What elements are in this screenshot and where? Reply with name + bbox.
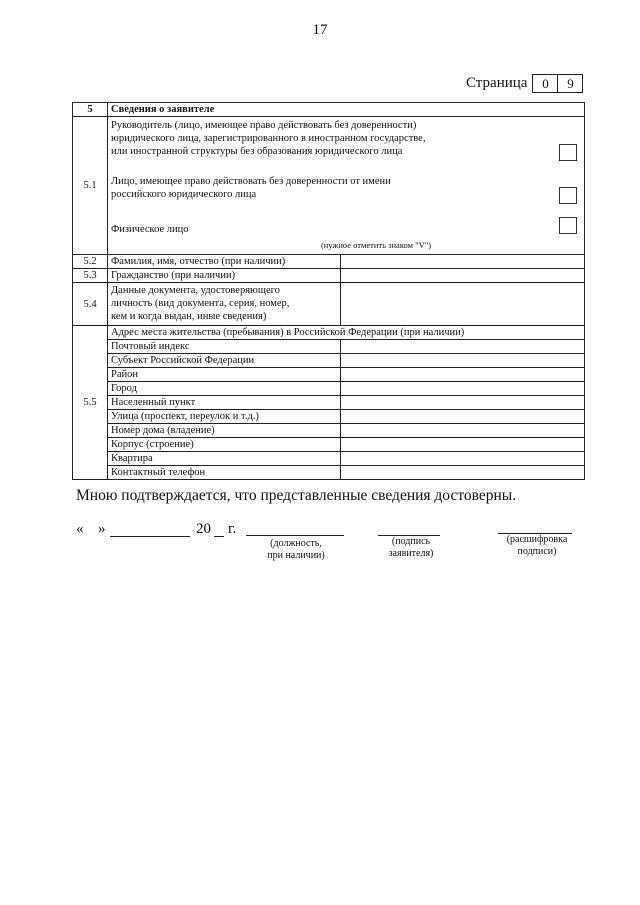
apartment-field[interactable]	[341, 452, 585, 466]
option-russian-head-checkbox[interactable]	[559, 187, 577, 204]
option-russian-head	[111, 175, 581, 217]
row-district	[73, 368, 585, 382]
region-label: Субъект Российской Федерации	[108, 354, 341, 368]
caption-line: подписи)	[517, 546, 557, 557]
option-individual	[111, 217, 581, 239]
year-field[interactable]	[214, 536, 224, 537]
city-field[interactable]	[341, 382, 585, 396]
house-number-label: Номер дома (владение)	[108, 424, 341, 438]
full-name-label: Фамилия, имя, отчество (при наличии)	[108, 255, 341, 269]
signature-caption	[372, 536, 450, 560]
house-number-field[interactable]	[341, 424, 585, 438]
option-text-line: Лицо, имеющее право действовать без доверенности от имени	[111, 176, 391, 187]
year-suffix: г.	[228, 521, 237, 537]
row-region	[73, 354, 585, 368]
option-foreign-head-label	[111, 119, 491, 158]
full-name-field[interactable]	[341, 255, 585, 269]
applicant-type-options	[108, 117, 585, 255]
caption-line: при наличии)	[267, 550, 325, 561]
applicant-info-table	[72, 102, 585, 480]
row-street	[73, 410, 585, 424]
row-number: 5.2	[73, 255, 108, 269]
option-text-line: юридического лица, зарегистрированного в иностранном государстве,	[111, 133, 426, 144]
row-settlement	[73, 396, 585, 410]
apartment-label: Квартира	[108, 452, 341, 466]
page-indicator	[466, 74, 583, 93]
district-label: Район	[108, 368, 341, 382]
street-label: Улица (проспект, переулок и т.д.)	[108, 410, 341, 424]
postal-code-label: Почтовый индекс	[108, 340, 341, 354]
row-identity-document	[73, 283, 585, 326]
row-full-name	[73, 255, 585, 269]
settlement-field[interactable]	[341, 396, 585, 410]
row-citizenship	[73, 269, 585, 283]
checkbox-note: (нужное отметить знаком "V")	[320, 240, 432, 250]
row-number: 5.1	[73, 117, 108, 255]
city-label: Город	[108, 382, 341, 396]
row-building	[73, 438, 585, 452]
phone-label: Контактный телефон	[108, 466, 341, 480]
caption-line: (расшифровка	[506, 534, 568, 545]
label-line: кем и когда выдан, иные сведения)	[111, 311, 267, 322]
row-house-number	[73, 424, 585, 438]
option-text-line: Физическое лицо	[111, 224, 189, 235]
address-header: Адрес места жительства (пребывания) в Российской Федерации (при наличии)	[108, 326, 585, 340]
row-city	[73, 382, 585, 396]
row-address-header	[73, 326, 585, 340]
close-quote: »	[98, 521, 106, 537]
region-field[interactable]	[341, 354, 585, 368]
option-text-line: Руководитель (лицо, имеющее право действовать без доверенности)	[111, 120, 417, 131]
identity-document-label	[108, 283, 341, 326]
building-label: Корпус (строение)	[108, 438, 341, 452]
confirmation-statement: Мною подтверждается, что представленные сведения достоверны.	[76, 487, 517, 504]
citizenship-field[interactable]	[341, 269, 585, 283]
row-postal-code	[73, 340, 585, 354]
open-quote: «	[76, 521, 84, 537]
district-field[interactable]	[341, 368, 585, 382]
option-text-line: российского юридического лица	[111, 189, 257, 200]
section-number: 5	[73, 103, 108, 117]
citizenship-label: Гражданство (при наличии)	[108, 269, 341, 283]
postal-code-field[interactable]	[341, 340, 585, 354]
row-apartment	[73, 452, 585, 466]
position-field[interactable]	[246, 535, 344, 536]
page-digit-box: 0	[532, 74, 558, 93]
decoding-caption	[492, 534, 582, 558]
page-digit-box: 9	[557, 74, 583, 93]
row-number: 5.5	[73, 326, 108, 480]
caption-line: (должность,	[270, 538, 322, 549]
option-text-line: или иностранной структуры без образования юридического лица	[111, 146, 403, 157]
section-header-row	[73, 103, 585, 117]
option-russian-head-label	[111, 175, 491, 201]
option-foreign-head-checkbox[interactable]	[559, 144, 577, 161]
row-number: 5.3	[73, 269, 108, 283]
position-caption	[250, 538, 342, 562]
page-number: 17	[312, 22, 328, 38]
section-title: Сведения о заявителе	[108, 103, 585, 117]
caption-line: (подпись	[391, 536, 431, 547]
row-applicant-type	[73, 117, 585, 255]
building-field[interactable]	[341, 438, 585, 452]
year-prefix: 20	[196, 521, 211, 537]
row-number: 5.4	[73, 283, 108, 326]
street-field[interactable]	[341, 410, 585, 424]
phone-field[interactable]	[341, 466, 585, 480]
option-individual-checkbox[interactable]	[559, 217, 577, 234]
page-label: Страница	[466, 75, 528, 91]
identity-document-field[interactable]	[341, 283, 585, 326]
label-line: Данные документа, удостоверяющего	[111, 285, 280, 296]
label-line: личность (вид документа, серия, номер,	[111, 298, 290, 309]
caption-line: заявителя)	[388, 548, 434, 559]
option-individual-label	[111, 223, 491, 236]
date-month-field[interactable]	[110, 536, 190, 537]
row-phone	[73, 466, 585, 480]
settlement-label: Населенный пункт	[108, 396, 341, 410]
option-foreign-head	[111, 119, 581, 163]
